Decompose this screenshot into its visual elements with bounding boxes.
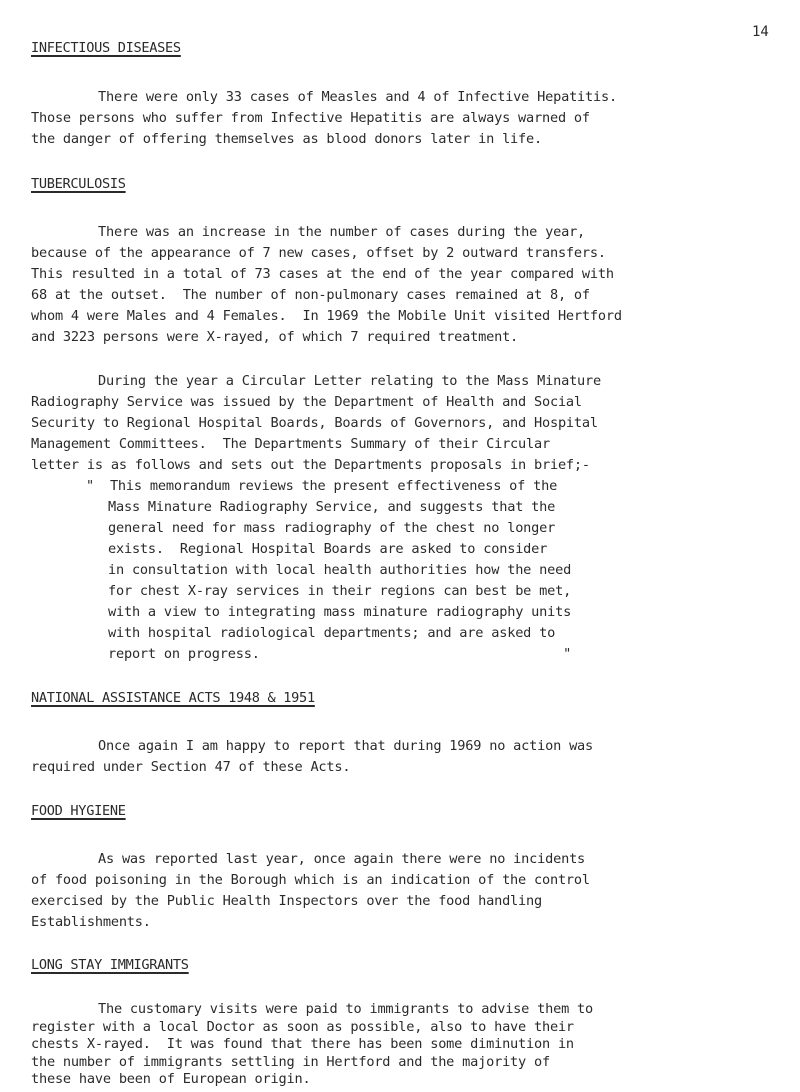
quote-line: for chest X-ray services in their regions can best be met, [108, 583, 572, 599]
text-line: Security to Regional Hospital Boards, Boards of Governors, and Hospital [31, 415, 598, 431]
text-line: Establishments. [31, 914, 151, 930]
tuberculosis-heading: TUBERCULOSIS [31, 176, 126, 192]
quote-line: with a view to integrating mass minature radiography units [108, 604, 572, 620]
text-line: these have been of European origin. [31, 1071, 311, 1088]
section-title: INFECTIOUS DISEASES [31, 40, 181, 56]
text-line: There was an increase in the number of cases during the year, [98, 224, 586, 240]
text-line: The customary visits were paid to immigrants to advise them to [98, 1001, 594, 1017]
quote-line: in consultation with local health authorities how the need [108, 562, 572, 578]
text-line: required under Section 47 of these Acts. [31, 759, 351, 775]
quote-line: general need for mass radiography of the chest no longer [108, 520, 556, 536]
food-hygiene-heading: FOOD HYGIENE [31, 803, 126, 819]
quote-line: Mass Minature Radiography Service, and suggests that the [108, 499, 556, 515]
quote-line: report on progress. " [108, 646, 572, 662]
text-line: This resulted in a total of 73 cases at the end of the year compared with [31, 266, 614, 282]
text-line: of food poisoning in the Borough which is an indication of the control [31, 872, 590, 888]
quote-line: exists. Regional Hospital Boards are asked to consider [108, 541, 548, 557]
text-line: register with a local Doctor as soon as possible, also to have their [31, 1018, 574, 1035]
text-line: whom 4 were Males and 4 Females. In 1969 the Mobile Unit visited Hertford [31, 308, 622, 324]
text-line: Those persons who suffer from Infective Hepatitis are always warned of [31, 110, 590, 126]
text-line: letter is as follows and sets out the Departments proposals in brief;- [31, 457, 590, 473]
page-number: 14 [752, 24, 769, 40]
text-line: Once again I am happy to report that during 1969 no action was [98, 738, 594, 754]
text-line: Radiography Service was issued by the Department of Health and Social [31, 394, 582, 410]
text-line: During the year a Circular Letter relating to the Mass Minature [98, 373, 602, 389]
quote-line: " This memorandum reviews the present effectiveness of the [86, 478, 558, 494]
long-stay-immigrants-heading: LONG STAY IMMIGRANTS [31, 957, 189, 973]
text-line: As was reported last year, once again there were no incidents [98, 851, 586, 867]
quote-line: with hospital radiological departments; and are asked to [108, 625, 556, 641]
text-line: and 3223 persons were X-rayed, of which 7 required treatment. [31, 329, 519, 345]
text-line: chests X-rayed. It was found that there has been some diminution in [31, 1036, 574, 1053]
text-line: because of the appearance of 7 new cases, offset by 2 outward transfers. [31, 245, 606, 261]
text-line: There were only 33 cases of Measles and 4 of Infective Hepatitis. [98, 89, 617, 105]
text-line: Management Committees. The Departments Summary of their Circular [31, 436, 550, 452]
text-line: 68 at the outset. The number of non-pulmonary cases remained at 8, of [31, 287, 590, 303]
national-assistance-heading: NATIONAL ASSISTANCE ACTS 1948 & 1951 [31, 690, 315, 706]
text-line: exercised by the Public Health Inspectors over the food handling [31, 893, 542, 909]
text-line: the number of immigrants settling in Hertford and the majority of [31, 1053, 550, 1070]
text-line: the danger of offering themselves as blood donors later in life. [31, 131, 542, 147]
